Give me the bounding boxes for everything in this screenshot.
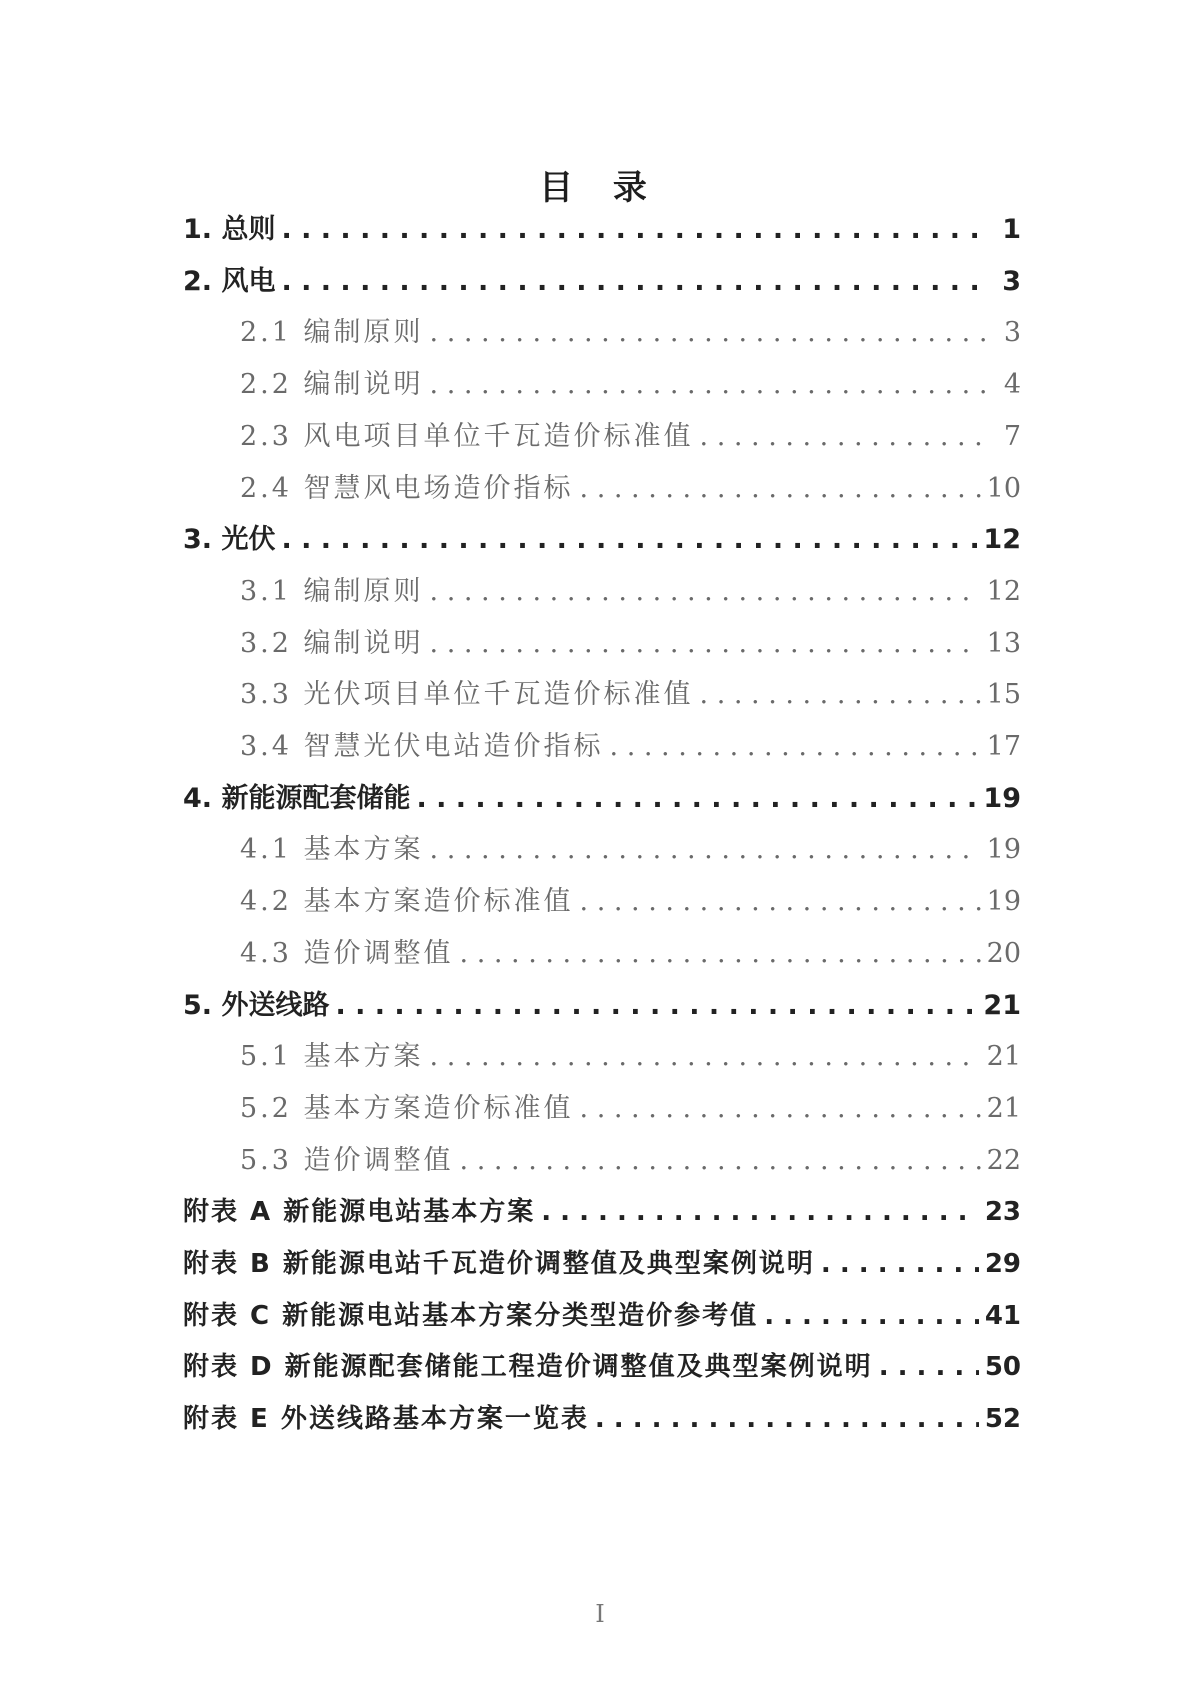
toc-entry-page: 12 — [983, 524, 1021, 556]
toc-entry[interactable] — [240, 624, 1021, 664]
toc-entry-label: 4.1 基本方案 — [240, 834, 424, 866]
toc-dot-leader — [580, 882, 981, 922]
toc-dot-leader — [610, 727, 981, 767]
toc-entry[interactable] — [183, 210, 1021, 250]
toc-dot-leader — [821, 1244, 979, 1284]
toc-entry-label: 3.3 光伏项目单位千瓦造价标准值 — [240, 679, 694, 711]
toc-entry[interactable] — [240, 882, 1021, 922]
toc-entry-page: 21 — [986, 1041, 1021, 1073]
toc-dot-leader — [541, 1192, 979, 1232]
toc-entry[interactable] — [240, 365, 1021, 405]
toc-entry-label: 2.1 编制原则 — [240, 317, 424, 349]
toc-entry-label: 5.3 造价调整值 — [240, 1144, 454, 1176]
toc-entry-label: 附表 C 新能源电站基本方案分类型造价参考值 — [183, 1300, 759, 1331]
toc-entry-page: 3 — [1002, 265, 1021, 297]
toc-entry-label: 3. 光伏 — [183, 524, 276, 556]
toc-dot-leader — [764, 1296, 979, 1336]
toc-entry[interactable] — [183, 1296, 1021, 1336]
toc-entry-label: 4.3 造价调整值 — [240, 937, 454, 969]
toc-dot-leader — [700, 675, 981, 715]
toc-dot-leader — [430, 1037, 981, 1077]
toc-entry-page: 41 — [984, 1300, 1021, 1331]
toc-entry-label: 3.2 编制说明 — [240, 627, 424, 659]
toc-dot-leader — [580, 469, 981, 509]
toc-entry-label: 2. 风电 — [183, 265, 276, 297]
toc-dot-leader — [460, 934, 981, 974]
toc-entry-page: 10 — [986, 472, 1021, 504]
toc-entry[interactable] — [240, 469, 1021, 509]
toc-dot-leader — [430, 624, 981, 664]
toc-entry-page: 21 — [986, 1092, 1021, 1124]
toc-entry-label: 附表 E 外送线路基本方案一览表 — [183, 1404, 589, 1435]
toc-entry-label: 5. 外送线路 — [183, 989, 330, 1021]
toc-entry-label: 5.1 基本方案 — [240, 1041, 424, 1073]
toc-entry[interactable] — [183, 779, 1021, 819]
toc-dot-leader — [281, 520, 977, 560]
toc-dot-leader — [430, 313, 985, 353]
toc-entry[interactable] — [240, 572, 1021, 612]
toc-entry-label: 2.3 风电项目单位千瓦造价标准值 — [240, 420, 694, 452]
toc-entry-page: 1 — [1002, 214, 1021, 245]
toc-entry-page: 3 — [1003, 317, 1021, 349]
toc-entry[interactable] — [183, 1399, 1021, 1439]
toc-entry-page: 7 — [1003, 420, 1021, 452]
toc-entry-label: 3.1 编制原则 — [240, 575, 424, 607]
toc-entry[interactable] — [240, 1089, 1021, 1129]
toc-entry-page: 22 — [986, 1144, 1021, 1176]
toc-entry-label: 附表 B 新能源电站千瓦造价调整值及典型案例说明 — [183, 1249, 815, 1279]
toc-entry-page: 4 — [1003, 369, 1021, 401]
toc-dot-leader — [700, 417, 985, 457]
toc-entry-page: 15 — [986, 679, 1021, 711]
toc-entry[interactable] — [183, 986, 1021, 1026]
toc-entry-label: 1. 总则 — [183, 214, 276, 245]
toc-entry[interactable] — [240, 313, 1021, 353]
toc-dot-leader — [281, 262, 985, 302]
toc-entry-page: 20 — [986, 937, 1021, 969]
toc-dot-leader — [430, 830, 981, 870]
toc-entry[interactable] — [240, 675, 1021, 715]
toc-entry[interactable] — [183, 1244, 1021, 1284]
toc-entry-page: 21 — [983, 989, 1021, 1021]
toc-dot-leader — [595, 1399, 979, 1439]
toc-title: 目 录 — [539, 168, 661, 208]
toc-entry-page: 19 — [983, 782, 1021, 814]
toc-entry-label: 2.4 智慧风电场造价指标 — [240, 472, 574, 504]
toc-dot-leader — [460, 1141, 981, 1181]
toc-dot-leader — [580, 1089, 981, 1129]
toc-dot-leader — [335, 986, 977, 1026]
toc-entry-page: 50 — [984, 1352, 1021, 1383]
toc-entry[interactable] — [240, 417, 1021, 457]
toc-dot-leader — [879, 1347, 979, 1387]
toc-entry[interactable] — [183, 1347, 1021, 1387]
toc-entry-label: 附表 D 新能源配套储能工程造价调整值及典型案例说明 — [183, 1352, 873, 1383]
toc-entry-label: 4. 新能源配套储能 — [183, 782, 411, 814]
toc-entry-page: 12 — [986, 575, 1021, 607]
toc-entry-label: 2.2 编制说明 — [240, 369, 424, 401]
toc-dot-leader — [430, 365, 985, 405]
toc-entry-page: 29 — [984, 1249, 1021, 1279]
toc-dot-leader — [416, 779, 977, 819]
toc-entry[interactable] — [240, 1037, 1021, 1077]
toc-entry-label: 5.2 基本方案造价标准值 — [240, 1092, 574, 1124]
toc-entry-page: 17 — [986, 731, 1021, 762]
toc-entry-label: 4.2 基本方案造价标准值 — [240, 886, 574, 918]
toc-entry[interactable] — [183, 520, 1021, 560]
toc-entry-label: 附表 A 新能源电站基本方案 — [183, 1197, 536, 1228]
toc-entry[interactable] — [240, 934, 1021, 974]
toc-entry[interactable] — [183, 262, 1021, 302]
page-number: I — [595, 1600, 605, 1628]
toc-entry[interactable] — [240, 727, 1021, 767]
toc-dot-leader — [430, 572, 981, 612]
toc-entry-page: 19 — [986, 886, 1021, 918]
toc-entry[interactable] — [240, 1141, 1021, 1181]
toc-entry-page: 13 — [986, 627, 1021, 659]
toc-entry[interactable] — [183, 1192, 1021, 1232]
toc-entry[interactable] — [240, 830, 1021, 870]
toc-dot-leader — [281, 210, 985, 250]
toc-entry-page: 52 — [984, 1404, 1021, 1435]
toc-entry-label: 3.4 智慧光伏电站造价指标 — [240, 731, 604, 762]
toc-entry-page: 19 — [986, 834, 1021, 866]
toc-entry-page: 23 — [984, 1197, 1021, 1228]
